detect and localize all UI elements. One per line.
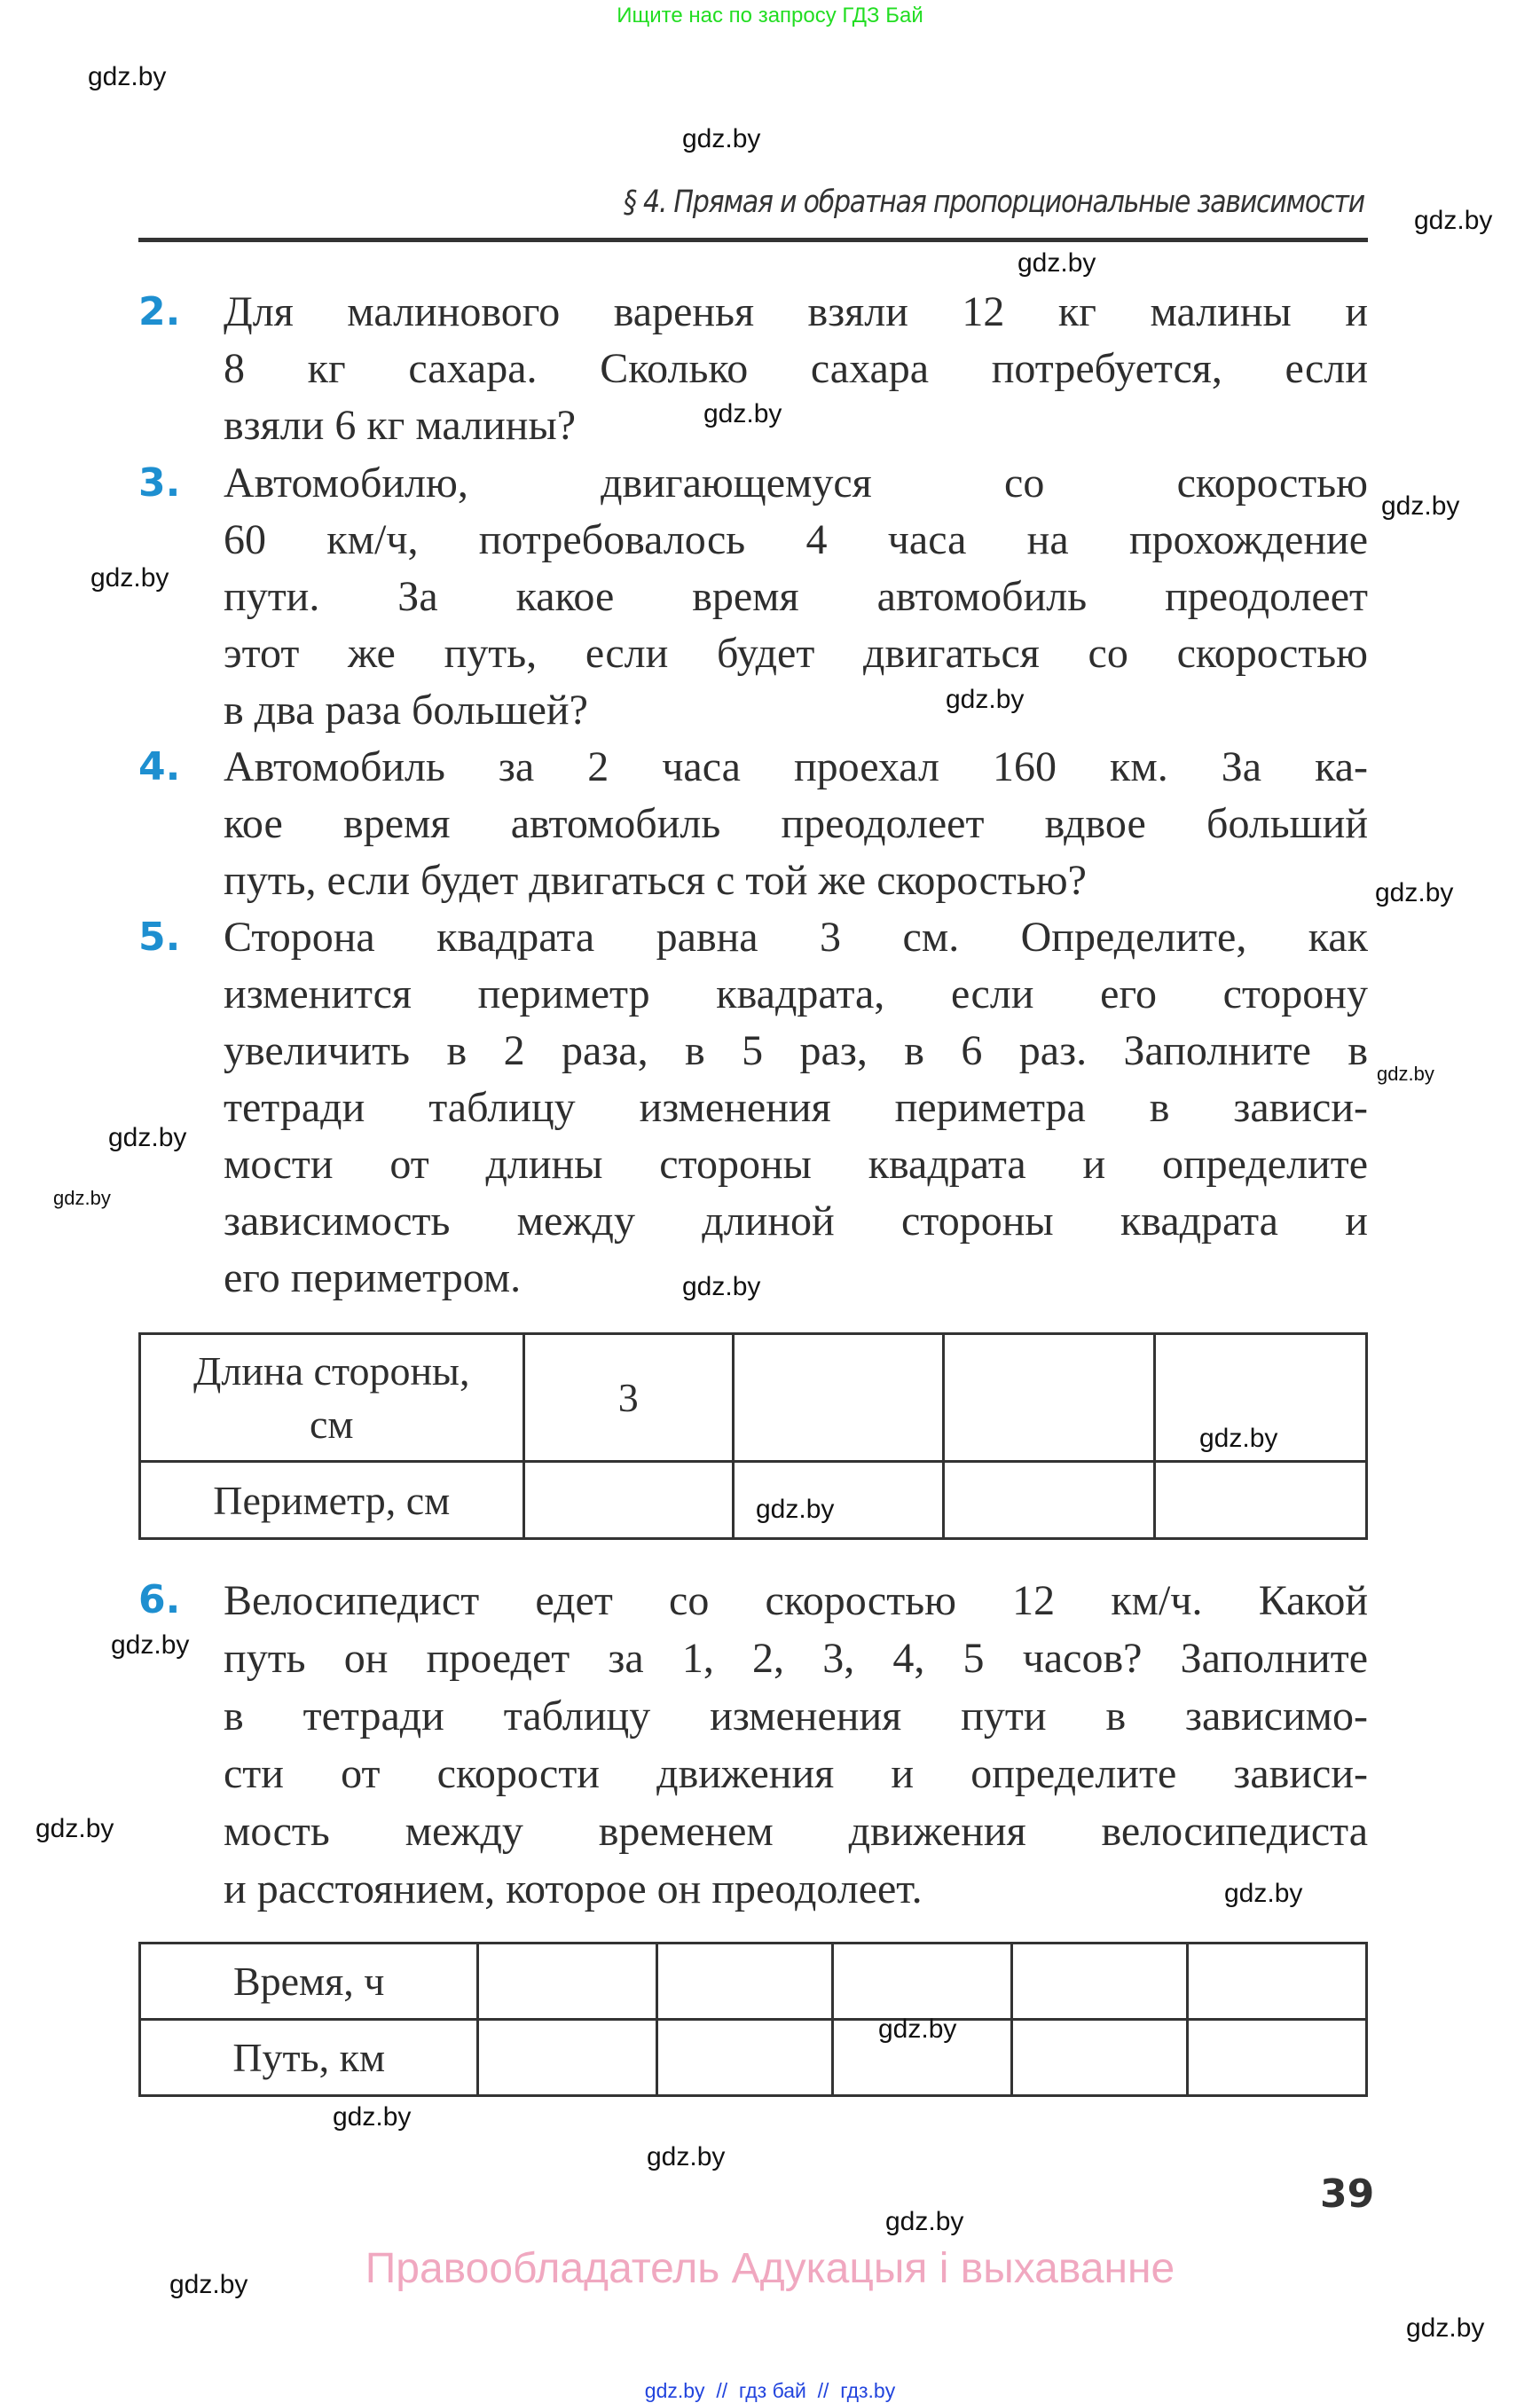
problem-line: и расстоянием, которое он преодолеет. (224, 1865, 923, 1912)
watermark: gdz.by (1381, 491, 1460, 521)
watermark: gdz.by (682, 1272, 761, 1301)
problem-line: увеличить в 2 раза, в 5 раз, в 6 раз. Заполните в (224, 1027, 1368, 1074)
table-cell (833, 1944, 1012, 2020)
problem-line: путь он проедет за 1, 2, 3, 4, 5 часов? Заполните (224, 1635, 1368, 1682)
problem-line: Автомобиль за 2 часа проехал 160 км. За ка- (224, 743, 1368, 790)
problem-line: Автомобилю, двигающемуся со скоростью (224, 459, 1368, 507)
watermark: gdz.by (35, 1814, 114, 1843)
problem-line: мость между временем движения велосипедиста (224, 1808, 1368, 1855)
problem-line: тетради таблицу изменения периметра в зависи- (224, 1084, 1368, 1131)
table-cell (1188, 1944, 1367, 2020)
top-banner[interactable]: Ищите нас по запросу ГДЗ Бай (617, 4, 923, 27)
problem-line: Велосипедист едет со скоростью 12 км/ч. Какой (224, 1577, 1368, 1624)
problem-line: взяли 6 кг малины? (224, 402, 577, 449)
copyright-notice: Правообладатель Адукацыя і выхаванне (365, 2245, 1175, 2292)
problem-line: путь, если будет двигаться с той же скоростью? (224, 857, 1087, 904)
watermark: gdz.by (756, 1495, 835, 1524)
watermark: gdz.by (1406, 2313, 1485, 2343)
distance-table (138, 1942, 1368, 2097)
watermark: gdz.by (88, 62, 167, 91)
problem-line: кое время автомобиль преодолеет вдвое больший (224, 800, 1368, 847)
problem-line: 8 кг сахара. Сколько сахара потребуется, если (224, 345, 1368, 392)
table-cell (523, 1462, 733, 1539)
row-header: Время, ч (140, 1944, 478, 2020)
row-header: Длина стороны, см (140, 1334, 524, 1462)
watermark: gdz.by (1414, 206, 1493, 235)
problem-number: 6. (138, 1577, 181, 1622)
section-header: § 4. Прямая и обратная пропорциональные зависимости (624, 185, 1364, 220)
table-cell (1011, 1944, 1188, 2020)
problem-line: в два раза большей? (224, 687, 588, 734)
perimeter-table (138, 1332, 1368, 1540)
problem-line: мости от длины стороны квадрата и определите (224, 1141, 1368, 1188)
problem-line: изменится периметр квадрата, если его сторону (224, 970, 1368, 1017)
watermark: gdz.by (1018, 248, 1096, 278)
watermark: gdz.by (111, 1630, 190, 1660)
row-header: Путь, км (140, 2020, 478, 2096)
problem-line: Сторона квадрата равна 3 см. Определите, как (224, 914, 1368, 961)
problem-line: пути. За какое время автомобиль преодолеет (224, 573, 1368, 620)
table-cell (733, 1334, 943, 1462)
problem-number: 4. (138, 744, 181, 789)
watermark: gdz.by (169, 2270, 248, 2299)
table-cell (1011, 2020, 1188, 2096)
problem-number: 2. (138, 289, 181, 334)
table-cell (944, 1334, 1154, 1462)
bottom-links[interactable]: gdz.by // гдз бай // гдз.by (644, 2379, 896, 2402)
table-cell (478, 1944, 657, 2020)
table-cell: 3 (523, 1334, 733, 1462)
problem-line: Для малинового варенья взяли 12 кг малины и (224, 288, 1368, 335)
table-cell (1188, 2020, 1367, 2096)
problem-number: 3. (138, 460, 181, 506)
table-cell (478, 2020, 657, 2096)
problem-line: зависимость между длиной стороны квадрата и (224, 1198, 1368, 1245)
table-cell (1154, 1462, 1366, 1539)
table-cell (656, 2020, 833, 2096)
table-cell (656, 1944, 833, 2020)
problem-line: 60 км/ч, потребовалось 4 часа на прохождение (224, 516, 1368, 563)
watermark: gdz.by (90, 563, 169, 593)
table-row (140, 1944, 1367, 2020)
watermark: gdz.by (682, 124, 761, 153)
watermark: gdz.by (878, 2014, 957, 2044)
watermark: gdz.by (885, 2207, 964, 2236)
table-cell (944, 1462, 1154, 1539)
problem-line: этот же путь, если будет двигаться со скоростью (224, 630, 1368, 677)
problem-line: сти от скорости движения и определите зависи- (224, 1750, 1368, 1797)
page-number: 39 (1320, 2171, 1375, 2217)
table-row (140, 1334, 1367, 1462)
watermark: gdz.by (703, 399, 782, 428)
watermark: gdz.by (333, 2102, 412, 2132)
table-row (140, 1462, 1367, 1539)
watermark: gdz.by (1375, 878, 1454, 907)
watermark: gdz.by (108, 1123, 187, 1152)
header-divider (138, 238, 1368, 242)
problem-line: его периметром. (224, 1254, 522, 1301)
watermark: gdz.by (1199, 1424, 1278, 1453)
row-header: Периметр, см (140, 1462, 524, 1539)
watermark: gdz.by (946, 685, 1025, 714)
problem-line: в тетради таблицу изменения пути в зависимо- (224, 1692, 1368, 1739)
watermark: gdz.by (53, 1187, 111, 1209)
problem-number: 5. (138, 915, 181, 960)
watermark: gdz.by (647, 2142, 726, 2171)
watermark: gdz.by (1377, 1063, 1434, 1085)
watermark: gdz.by (1224, 1879, 1303, 1908)
table-row (140, 2020, 1367, 2096)
